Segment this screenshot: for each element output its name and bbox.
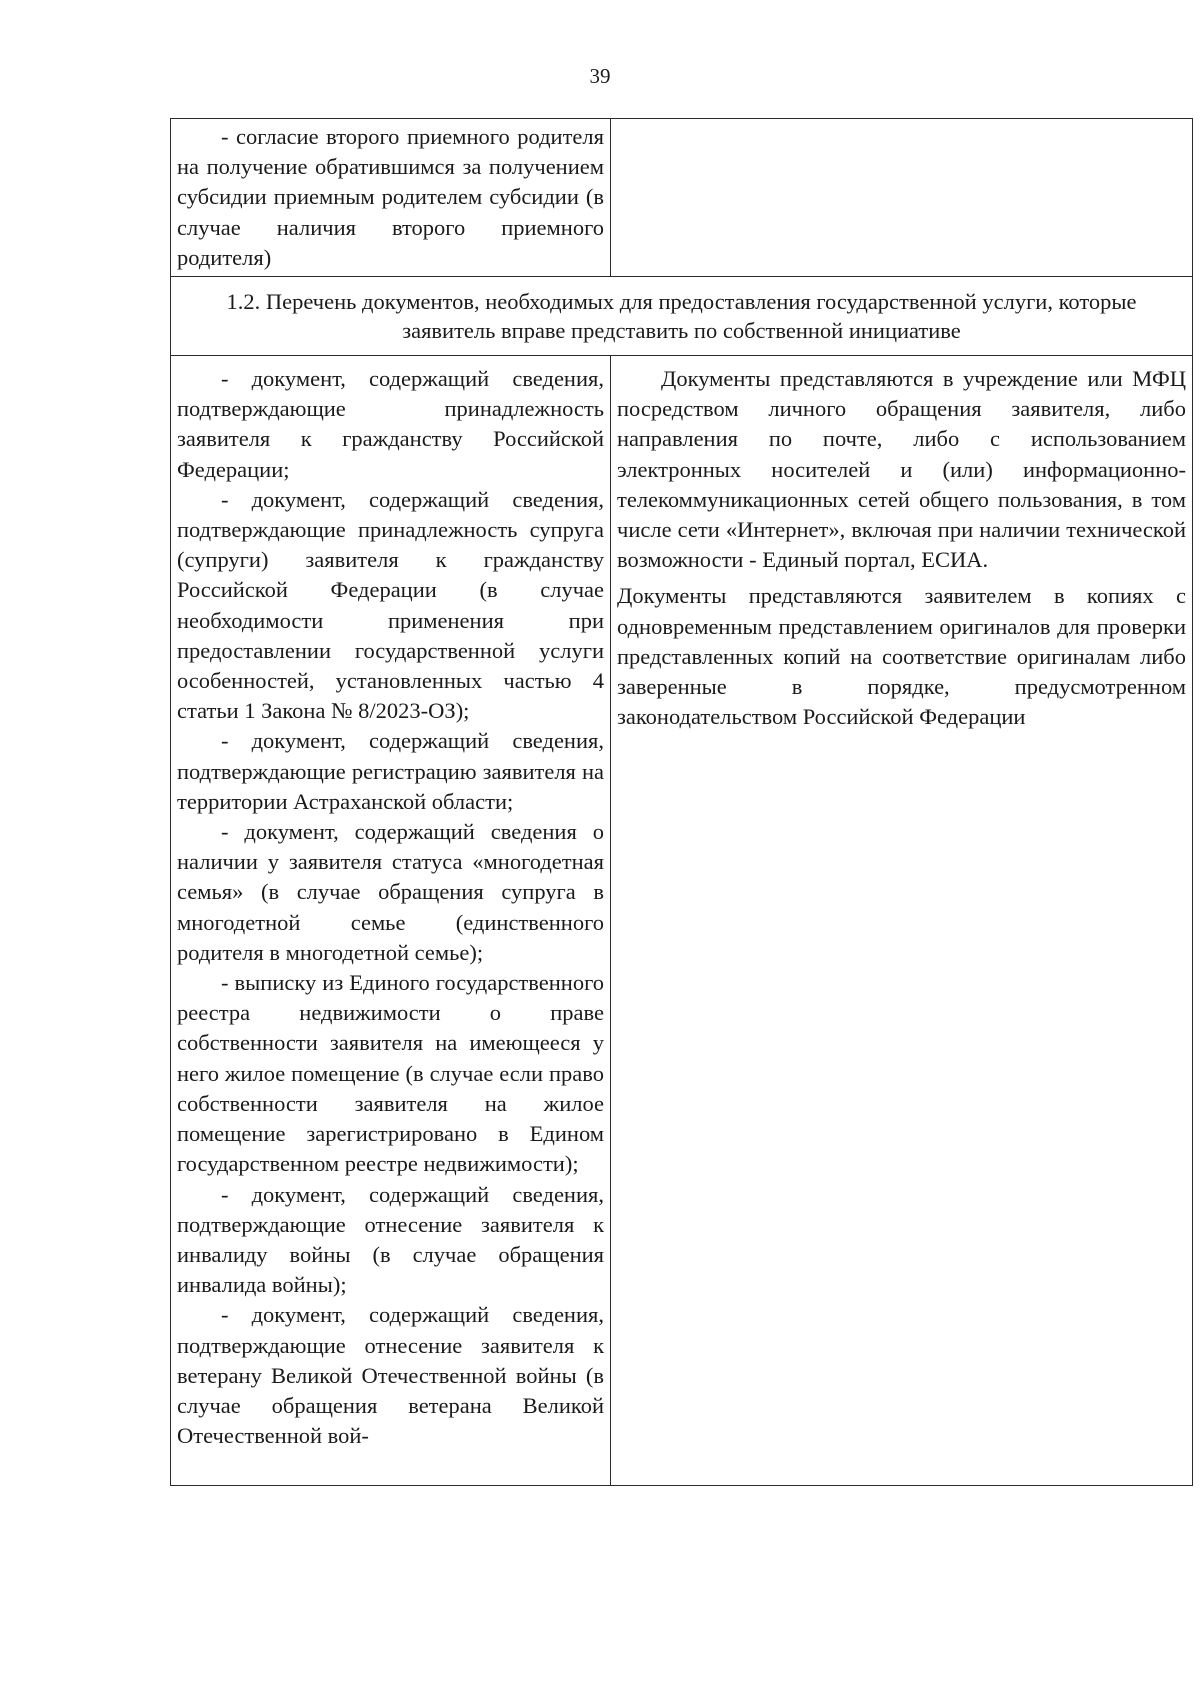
row1-right-cell bbox=[611, 119, 1193, 277]
consent-text: - согласие второго приемного родителя на получение обратившимся за получением субсидии приемным родителем субсидии (в случае наличия второго приемного родителя) bbox=[177, 124, 604, 270]
submission-method-text: Документы представляются в учреждение или МФЦ посредством личного обращения заявителя, либо направления по почте, либо с использованием электронных носителей и (или) информационно-телекоммуникационных сетей общего пользования, в том числе сети «Интернет», включая при наличии технической возможности - Единый портал, ЕСИА. bbox=[617, 366, 1186, 573]
list-item-war-veteran: - документ, содержащий сведения, подтверждающие отнесение заявителя к ветерану Великой Отечественной войны (в случае обращения ветерана Великой Отечественной вой- bbox=[177, 1302, 604, 1449]
row2-right-cell bbox=[611, 356, 1193, 1486]
list-item-citizenship-spouse: - документ, содержащий сведения, подтверждающие принадлежность супруга (супруги) заявителя к гражданству Российской Федерации (в случае необходимости применения при предоставлении государственной услуги особенностей, установленных частью 4 статьи 1 Закона № 8/2023-ОЗ); bbox=[177, 486, 604, 724]
list-item-war-invalid: - документ, содержащий сведения, подтверждающие отнесение заявителя к инвалиду войны (в случае обращения инвалида войны); bbox=[177, 1181, 604, 1298]
row2-left-cell bbox=[171, 356, 611, 1486]
page-number: 39 bbox=[589, 64, 611, 88]
section-heading: 1.2. Перечень документов, необходимых для предоставления государственной услуги, которые заявитель вправе представить по собственной инициативе bbox=[171, 277, 1193, 356]
list-item-citizenship-applicant: - документ, содержащий сведения, подтверждающие принадлежность заявителя к гражданству Российской Федерации; bbox=[177, 366, 604, 482]
list-item-registration: - документ, содержащий сведения, подтверждающие регистрацию заявителя на территории Астраханской области; bbox=[177, 728, 604, 814]
list-item-large-family: - документ, содержащий сведения о наличии у заявителя статуса «многодетная семья» (в случае обращения супруга в многодетной семье (единственного родителя в многодетной семье); bbox=[177, 819, 604, 965]
table-row-section-heading bbox=[171, 277, 1193, 356]
copies-requirement-text: Документы представляются заявителем в копиях с одновременным представлением оригиналов для проверки представленных копий на соответствие оригиналам либо заверенные в порядке, предусмотренном законодательством Российской Федерации bbox=[617, 583, 1186, 730]
list-item-real-estate: - выписку из Единого государственного реестра недвижимости о праве собственности заявителя на имеющееся у него жилое помещение (в случае если право собственности заявителя на жилое помещение зарегистрировано в Едином государственном реестре недвижимости); bbox=[177, 970, 604, 1177]
documents-table bbox=[170, 118, 1193, 1486]
row1-left-cell bbox=[171, 119, 611, 277]
table-row-documents bbox=[171, 356, 1193, 1486]
table-row-consent bbox=[171, 119, 1193, 277]
